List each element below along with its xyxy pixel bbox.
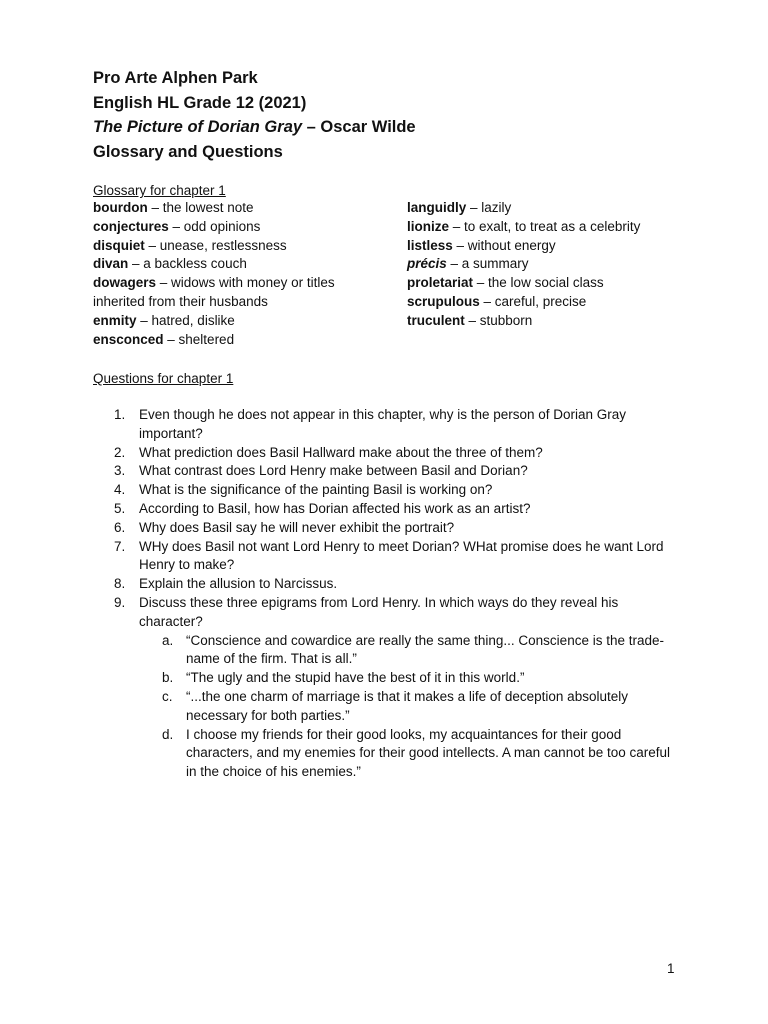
glossary-term: scrupulous <box>407 293 480 309</box>
glossary-term: dowagers <box>93 275 157 291</box>
glossary-definition: – lazily <box>466 200 512 215</box>
glossary-left-column <box>93 199 378 349</box>
question-item <box>93 594 673 632</box>
glossary-entry <box>93 274 378 312</box>
question-number: 8. <box>114 576 126 592</box>
glossary-entry <box>93 237 378 256</box>
question-item <box>93 519 673 538</box>
question-item <box>93 538 673 576</box>
glossary-term: ensconced <box>93 331 164 347</box>
question-item <box>93 462 673 481</box>
question-number: 3. <box>114 463 126 479</box>
glossary-term: divan <box>93 256 129 272</box>
glossary-term: truculent <box>407 312 465 328</box>
glossary-term: lionize <box>407 218 450 234</box>
question-text: Explain the allusion to Narcissus. <box>139 576 338 592</box>
question-text: What contrast does Lord Henry make between Basil and Dorian? <box>139 463 528 479</box>
epigram-text: “The ugly and the stupid have the best of it in this world.” <box>186 670 525 686</box>
glossary-entry <box>93 331 378 350</box>
question-number: 9. <box>114 594 126 610</box>
question-text: What is the significance of the painting Basil is working on? <box>139 482 493 498</box>
glossary-heading: Glossary for chapter 1 <box>93 183 226 198</box>
glossary-definition: – careful, precise <box>479 293 587 309</box>
epigram-text: “...the one charm of marriage is that it makes a life of deception absolutely necessary for both parties.” <box>186 688 628 723</box>
question-text: According to Basil, how has Dorian affected his work as an artist? <box>139 500 531 516</box>
question-text: What prediction does Basil Hallward make about the three of them? <box>139 444 543 460</box>
glossary-term: proletariat <box>407 275 474 291</box>
glossary-entry <box>93 199 378 218</box>
question-item <box>93 575 673 594</box>
question-item <box>93 500 673 519</box>
question-number: 1. <box>114 407 126 422</box>
question-number: 5. <box>114 500 126 516</box>
glossary-term: conjectures <box>93 218 169 234</box>
page-number: 1 <box>667 961 675 976</box>
glossary-entry <box>407 199 687 218</box>
glossary-entry <box>407 274 687 293</box>
glossary-right-column <box>407 199 687 331</box>
document-title: Glossary and Questions <box>93 142 283 161</box>
glossary-definition: – odd opinions <box>168 218 261 234</box>
document-header <box>93 66 693 164</box>
question-text: Why does Basil say he will never exhibit the portrait? <box>139 519 455 535</box>
glossary-term: enmity <box>93 312 137 328</box>
question-item <box>93 406 673 444</box>
question-number: 4. <box>114 482 126 498</box>
epigram-item <box>93 669 673 688</box>
glossary-entry <box>407 255 687 274</box>
glossary-term: listless <box>407 237 453 253</box>
question-item <box>93 481 673 500</box>
question-number: 6. <box>114 519 126 535</box>
glossary-definition: – sheltered <box>163 331 235 347</box>
epigram-item <box>93 688 673 726</box>
glossary-entry <box>93 255 378 274</box>
epigram-text: I choose my friends for their good looks, my acquaintances for their good characters, and my enemies for their good intellects. A man cannot be too careful in the choice of his enemies.” <box>186 726 671 780</box>
question-text: WHy does Basil not want Lord Henry to meet Dorian? WHat promise does he want Lord Henry to make? <box>139 538 664 573</box>
glossary-definition: – the low social class <box>473 275 604 291</box>
glossary-definition: – without energy <box>452 237 556 253</box>
glossary-term: disquiet <box>93 237 145 253</box>
glossary-entry <box>93 218 378 237</box>
questions-list <box>93 406 673 782</box>
question-text: Even though he does not appear in this chapter, why is the person of Dorian Gray important? <box>139 407 627 441</box>
glossary-entry <box>93 312 378 331</box>
glossary-definition: – a summary <box>446 256 529 272</box>
questions-heading: Questions for chapter 1 <box>93 371 234 386</box>
question-number: 7. <box>114 538 126 554</box>
glossary-entry <box>407 293 687 312</box>
glossary-definition: – a backless couch <box>128 256 247 272</box>
school-name: Pro Arte Alphen Park <box>93 69 258 87</box>
course-name: English HL Grade 12 (2021) <box>93 93 307 112</box>
question-number: 2. <box>114 444 126 460</box>
question-item <box>93 444 673 463</box>
epigram-letter: d. <box>162 726 174 742</box>
glossary-definition: – the lowest note <box>147 200 254 215</box>
epigram-text: “Conscience and cowardice are really the same thing... Conscience is the trade-name of the firm. That is all.” <box>186 632 664 667</box>
glossary-entry <box>407 218 687 237</box>
glossary-definition: – unease, restlessness <box>144 237 287 253</box>
glossary-term: précis <box>407 256 447 272</box>
glossary-definition: – stubborn <box>464 312 533 328</box>
glossary-term: languidly <box>407 200 467 215</box>
epigram-item <box>93 632 673 670</box>
epigram-letter: b. <box>162 670 174 686</box>
epigram-letter: a. <box>162 632 174 648</box>
glossary-term: bourdon <box>93 200 148 215</box>
glossary-definition: – widows with money or titles inherited from their husbands <box>93 275 335 309</box>
epigram-letter: c. <box>162 688 173 704</box>
epigram-item <box>93 726 673 782</box>
book-title: The Picture of Dorian Gray <box>93 118 303 136</box>
question-text: Discuss these three epigrams from Lord Henry. In which ways do they reveal his character? <box>139 594 619 629</box>
glossary-entry <box>407 237 687 256</box>
book-author: – Oscar Wilde <box>302 118 416 136</box>
glossary-definition: – hatred, dislike <box>136 312 235 328</box>
glossary-entry <box>407 312 687 331</box>
glossary-definition: – to exalt, to treat as a celebrity <box>449 218 641 234</box>
book-title-line <box>93 115 693 140</box>
